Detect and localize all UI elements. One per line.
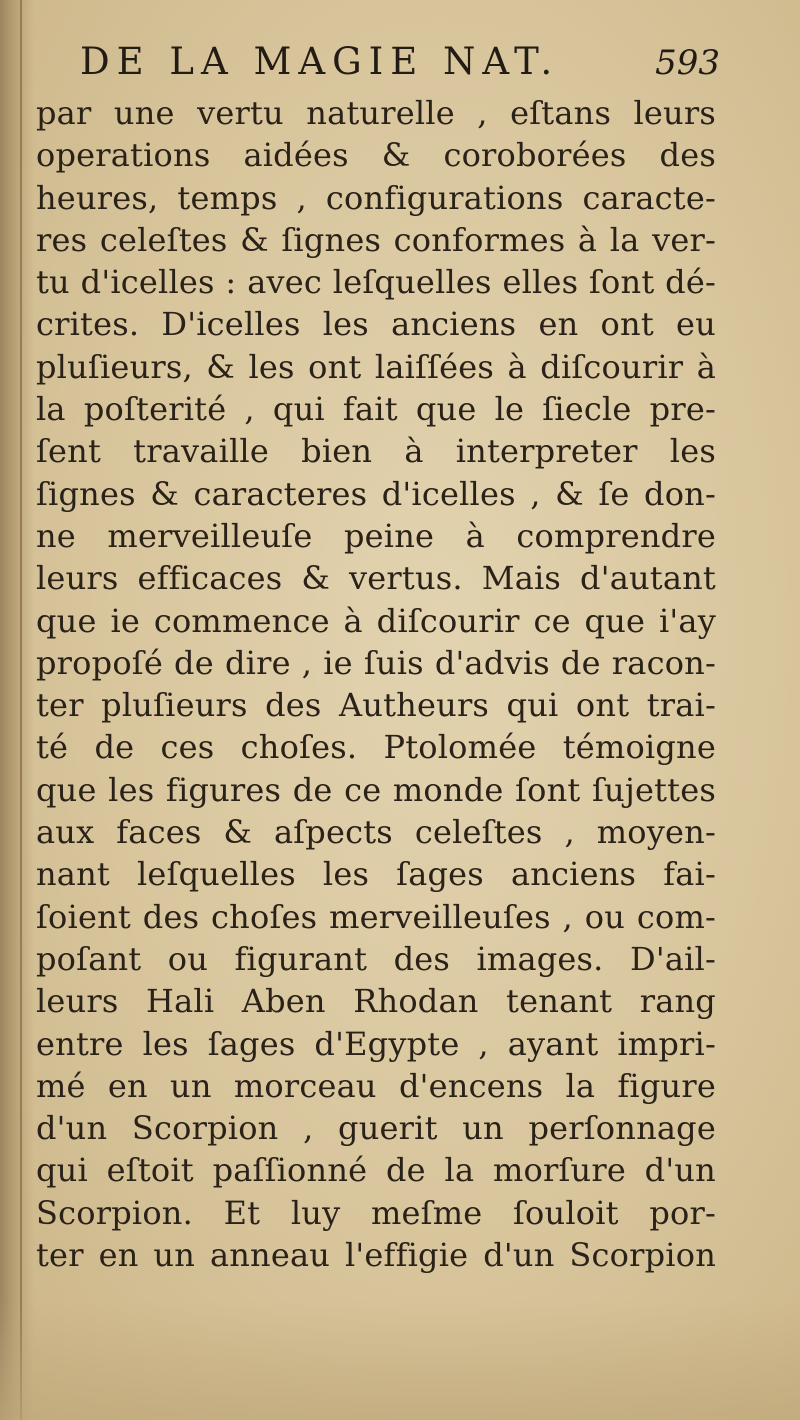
text-line: operations aidées & coroborées des xyxy=(36,136,716,175)
binding-edge xyxy=(20,0,22,1420)
running-head: DE LA MAGIE NAT. xyxy=(80,40,560,83)
page-bottom-shade xyxy=(0,1300,800,1420)
text-line: crites. D'icelles les anciens en ont eu xyxy=(36,305,716,344)
text-line: ſignes & caracteres d'icelles , & ſe don- xyxy=(36,474,716,513)
text-line: d'un Scorpion , guerit un perſonnage xyxy=(36,1109,716,1148)
text-line: que les figures de ce monde ſont ſujettes xyxy=(36,770,716,809)
text-line: nant leſquelles les ſages anciens fai- xyxy=(36,855,716,894)
page-header xyxy=(80,40,720,96)
text-line: poſant ou figurant des images. D'ail- xyxy=(36,939,716,978)
text-line: la poſterité , qui fait que le ſiecle pre- xyxy=(36,390,716,429)
text-line: ſoient des choſes merveilleuſes , ou com- xyxy=(36,897,716,936)
page-gutter xyxy=(0,0,34,1420)
text-line: pluſieurs, & les ont laiſſées à diſcourir à xyxy=(36,347,716,386)
page-number: 593 xyxy=(655,43,720,83)
text-line: qui eſtoit paſſionné de la morſure d'un xyxy=(36,1151,716,1190)
text-line: par une vertu naturelle , eſtans leurs xyxy=(36,94,716,132)
text-line: ne merveilleuſe peine à comprendre xyxy=(36,516,716,555)
text-line: heures, temps , configurations caracte- xyxy=(36,178,716,217)
text-line: leurs efficaces & vertus. Mais d'autant xyxy=(36,559,716,598)
text-line: mé en un morceau d'encens la figure xyxy=(36,1066,716,1105)
text-line: aux faces & aſpects celeſtes , moyen- xyxy=(36,813,716,852)
text-line: té de ces choſes. Ptolomée témoigne xyxy=(36,728,716,767)
text-line: ter pluſieurs des Autheurs qui ont trai- xyxy=(36,686,716,725)
text-line: que ie commence à diſcourir ce que i'ay xyxy=(36,601,716,640)
body-text xyxy=(36,92,716,1276)
text-line: res celeſtes & ſignes conformes à la ver- xyxy=(36,220,716,259)
text-line: leurs Hali Aben Rhodan tenant rang xyxy=(36,982,716,1021)
text-line: ſent travaille bien à interpreter les xyxy=(36,432,716,471)
text-line: Scorpion. Et luy meſme ſouloit por- xyxy=(36,1193,716,1232)
text-line: tu d'icelles : avec leſquelles elles ſont dé- xyxy=(36,263,716,302)
text-line: ter en un anneau l'effigie d'un Scorpion xyxy=(36,1236,716,1275)
text-line: propoſé de dire , ie ſuis d'advis de racon- xyxy=(36,643,716,682)
text-line: entre les ſages d'Egypte , ayant impri- xyxy=(36,1024,716,1063)
